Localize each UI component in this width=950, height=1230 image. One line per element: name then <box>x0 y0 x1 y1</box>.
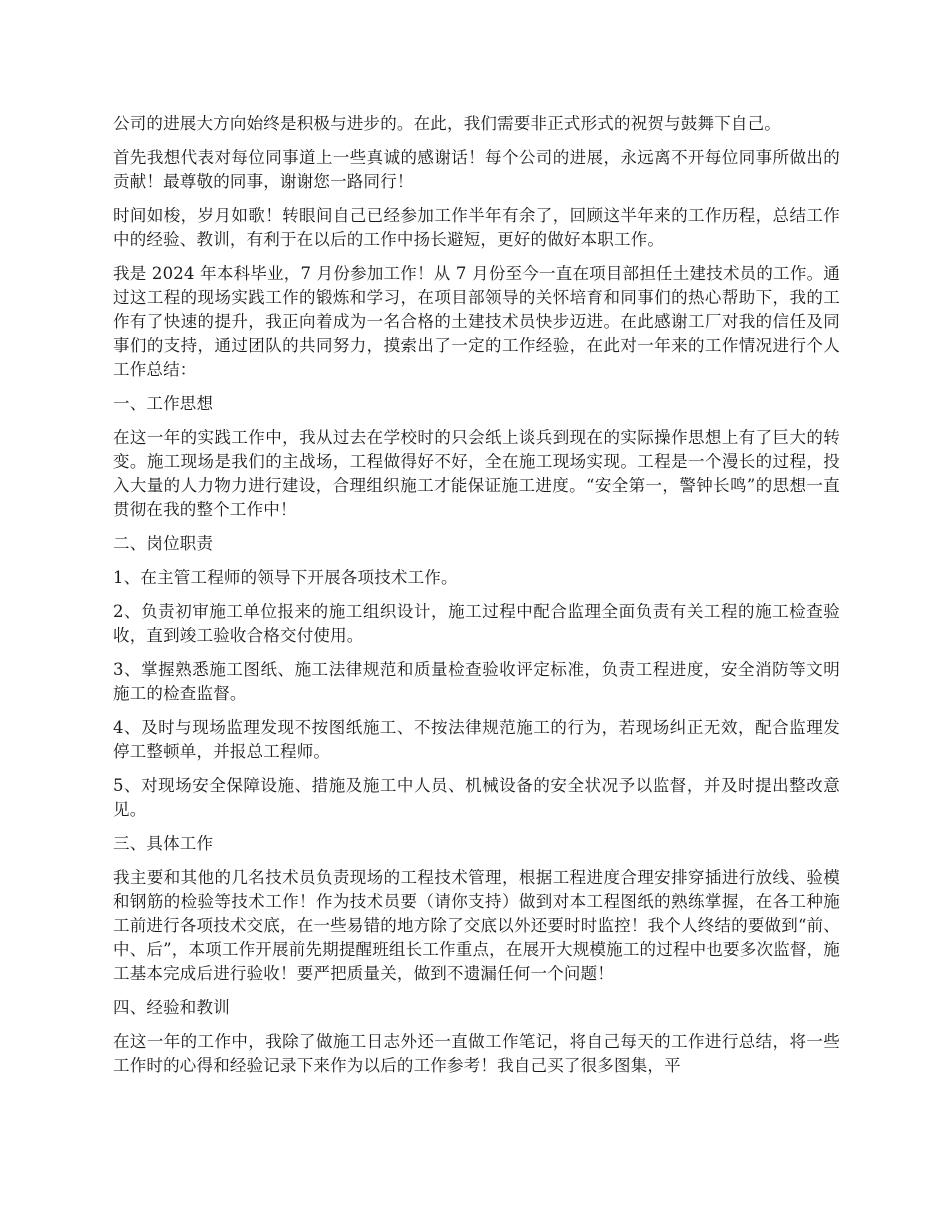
section-heading-lessons: 四、经验和教训 <box>113 998 230 1017</box>
duty-item-4: 4、及时与现场监理发现不按图纸施工、不按法律规范施工的行为，若现场纠正无效，配合监理发停工整顿单，并报总工程师。 <box>113 718 840 761</box>
section-heading-work-thinking: 一、工作思想 <box>113 394 214 413</box>
paragraph-thanks: 首先我想代表对每位同事道上一些真诚的感谢话！每个公司的进展，永远离不开每位同事所做出的贡献！最尊敬的同事，谢谢您一路同行！ <box>113 148 840 191</box>
document-body <box>113 112 840 1088</box>
duty-item-3: 3、掌握熟悉施工图纸、施工法律规范和质量检查验收评定标准，负责工程进度，安全消防等文明施工的检查监督。 <box>113 660 840 703</box>
duty-item-1: 1、在主管工程师的领导下开展各项技术工作。 <box>113 568 458 587</box>
section-heading-specific-work: 三、具体工作 <box>113 834 214 853</box>
paragraph-time: 时间如梭，岁月如歌！转眼间自己已经参加工作半年有余了，回顾这半年来的工作历程，总结工作中的经验、教训，有利于在以后的工作中扬长避短，更好的做好本职工作。 <box>113 206 840 249</box>
duty-item-5: 5、对现场安全保障设施、措施及施工中人员、机械设备的安全状况予以监督，并及时提出整改意见。 <box>113 776 840 819</box>
duty-item-2: 2、负责初审施工单位报来的施工组织设计，施工过程中配合监理全面负责有关工程的施工检查验收，直到竣工验收合格交付使用。 <box>113 602 840 645</box>
section-heading-duties: 二、岗位职责 <box>113 534 214 553</box>
paragraph-intro-company: 公司的进展大方向始终是积极与进步的。在此，我们需要非正式形式的祝贺与鼓舞下自己。 <box>113 114 781 133</box>
paragraph-specific-work: 我主要和其他的几名技术员负责现场的工程技术管理，根据工程进度合理安排穿插进行放线、验模和钢筋的检验等技术工作！作为技术员要（请你支持）做到对本工程图纸的熟练掌握，在各工种施工前进行各项技术交底，在一些易错的地方除了交底以外还要时时监控！我个人终结的要做到“前、中、后”，本项工作开展前先期提醒班组长工作重点，在展开大规模施工的过程中也要多次监督，施工基本完成后进行验收！要严把质量关，做到不遗漏任何一个问题！ <box>113 868 840 983</box>
paragraph-background: 我是 2024 年本科毕业，7 月份参加工作！从 7 月份至今一直在项目部担任土建技术员的工作。通过这工程的现场实践工作的锻炼和学习，在项目部领导的关怀培育和同事们的热心帮助下，我的工作有了快速的提升，我正向着成为一名合格的土建技术员快步迈进。在此感谢工厂对我的信任及同事们的支持，通过团队的共同努力，摸索出了一定的工作经验，在此对一年来的工作情况进行个人工作总结： <box>113 264 840 379</box>
paragraph-lessons: 在这一年的工作中，我除了做施工日志外还一直做工作笔记，将自己每天的工作进行总结，将一些工作时的心得和经验记录下来作为以后的工作参考！我自己买了很多图集，平 <box>113 1032 840 1075</box>
paragraph-work-thinking: 在这一年的实践工作中，我从过去在学校时的只会纸上谈兵到现在的实际操作思想上有了巨大的转变。施工现场是我们的主战场，工程做得好不好，全在施工现场实现。工程是一个漫长的过程，投入大量的人力物力进行建设，合理组织施工才能保证施工进度。“安全第一，警钟长鸣”的思想一直贯彻在我的整个工作中！ <box>113 428 840 519</box>
